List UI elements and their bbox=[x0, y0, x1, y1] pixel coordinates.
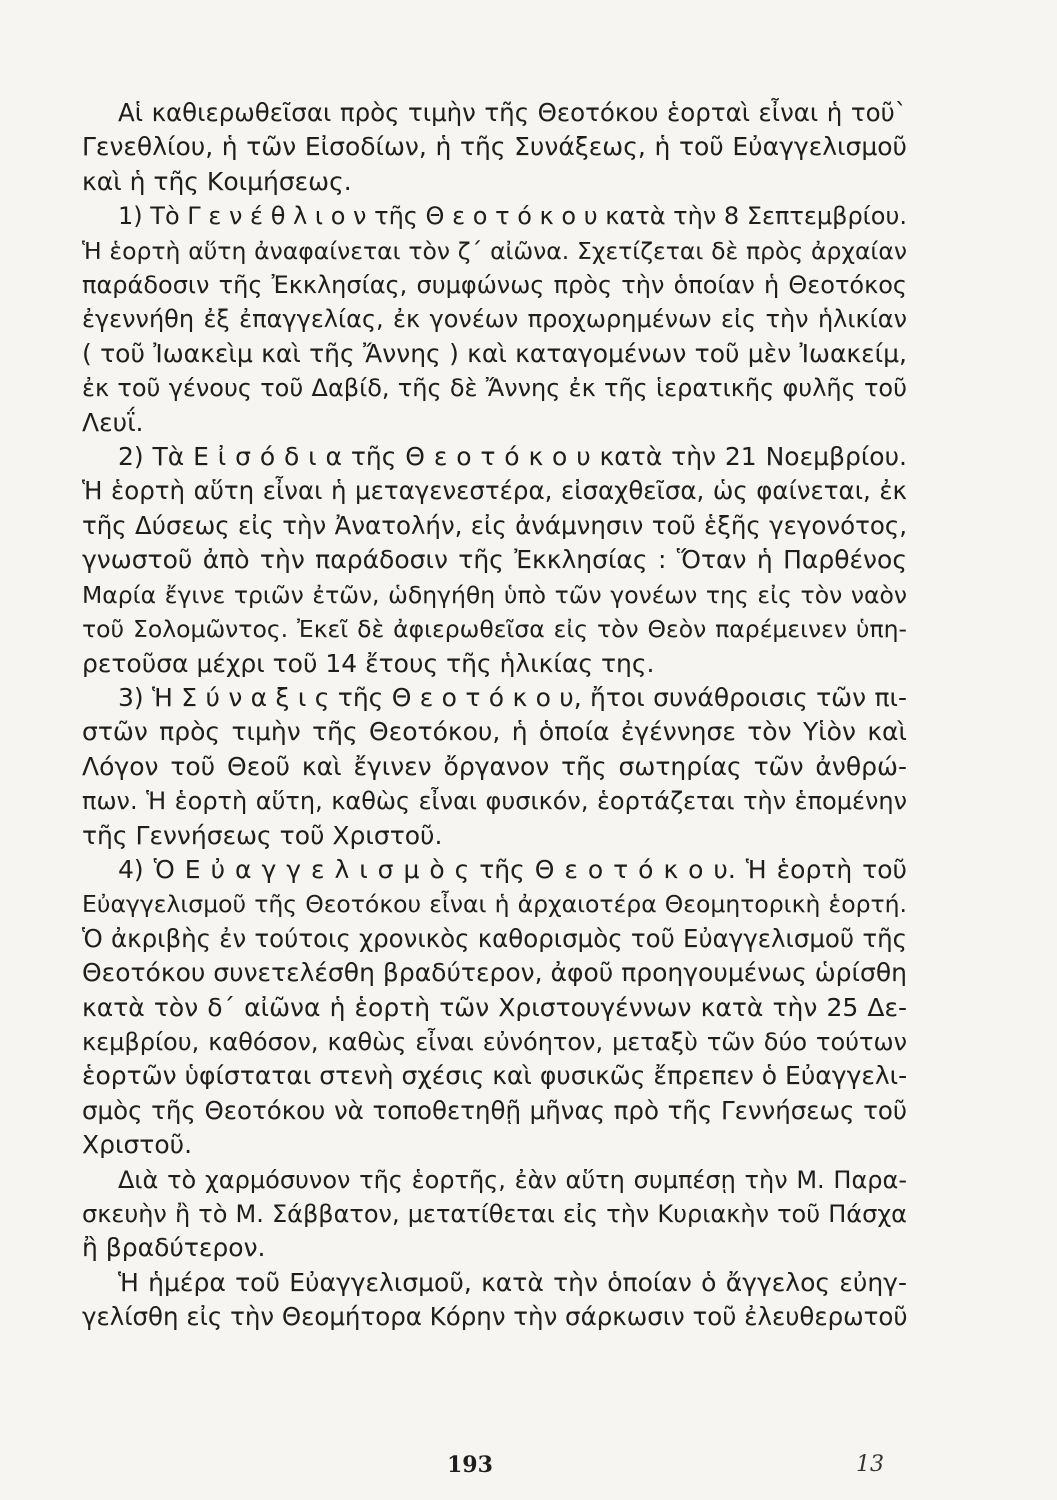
text-line: Μαρία ἔγινε τριῶν ἐτῶν, ὡδηγήθη ὑπὸ τῶν γονέων της εἰς τὸν ναὸν bbox=[82, 580, 907, 609]
text-line: σκευὴν ἢ τὸ Μ. Σάββατον, μετατίθεται εἰς τὴν Κυριακὴν τοῦ Πάσχα bbox=[82, 1200, 907, 1228]
text-line: Διὰ τὸ χαρμόσυνον τῆς ἑορτῆς, ἐὰν αὕτη συμπέσῃ τὴν Μ. Παρα- bbox=[118, 1165, 907, 1194]
text-line: καὶ ἡ τῆς Κοιμήσεως. bbox=[82, 166, 352, 196]
text-line: κατὰ τὸν δ΄ αἰῶνα ἡ ἑορτὴ τῶν Χριστουγέννων κατὰ τὴν 25 Δε- bbox=[82, 992, 907, 1022]
text-line: Θεοτόκου συνετελέσθη βραδύτερον, ἀφοῦ προηγουμένως ὡρίσθη bbox=[82, 958, 907, 988]
text-line: Χριστοῦ. bbox=[82, 1130, 193, 1160]
text-line: Ἡ ἑορτὴ αὕτη ἀναφαίνεται τὸν ζ΄ αἰῶνα. Σχετίζεται δὲ πρὸς ἀρχαίαν bbox=[82, 236, 907, 265]
text-line: Γενεθλίου, ἡ τῶν Εἰσοδίων, ἡ τῆς Συνάξεως, ἡ τοῦ Εὐαγγελισμοῦ bbox=[82, 132, 907, 162]
paragraph-evangelismos bbox=[82, 853, 907, 1163]
text-line: ἢ βραδύτερον. bbox=[82, 1233, 266, 1263]
text-line: ( τοῦ Ἰωακεὶμ καὶ τῆς Ἄννης ) καὶ καταγομένων τοῦ μὲν Ἰωακείμ, bbox=[82, 338, 907, 368]
text-line: Αἱ καθιερωθεῖσαι πρὸς τιμὴν τῆς Θεοτόκου ἑορταὶ εἶναι ἡ τοῦ` bbox=[118, 98, 907, 127]
text-line: τῆς Δύσεως εἰς τὴν Ἀνατολήν, εἰς ἀνάμνησιν τοῦ ἑξῆς γεγονότος, bbox=[82, 510, 907, 540]
text-line: κεμβρίου, καθόσον, καθὼς εἶναι εὐνόητον, μεταξὺ τῶν δύο τούτων bbox=[82, 1027, 907, 1056]
text-line: ἑορτῶν ὑφίσταται στενὴ σχέσις καὶ φυσικῶς ἔπρεπεν ὁ Εὐαγγελι- bbox=[82, 1061, 908, 1091]
text-line: 2) Τὰ Ε ἰ σ ό δ ι α τῆς Θ ε ο τ ό κ ο υ κατὰ τὴν 21 Νοεμβρίου. bbox=[118, 442, 907, 472]
text-line: 4) Ὁ Ε ὐ α γ γ ε λ ι σ μ ὸ ς τῆς Θ ε ο τ ό κ ο υ. Ἡ ἑορτὴ τοῦ bbox=[118, 854, 907, 884]
body-text bbox=[82, 96, 907, 1335]
paragraph-genethlion bbox=[82, 199, 907, 440]
text-line: Ἡ ἑορτὴ αὕτη εἶναι ἡ μεταγενεστέρα, εἰσαχθεῖσα, ὡς φαίνεται, ἐκ bbox=[82, 476, 907, 506]
text-line: Ἡ ἡμέρα τοῦ Εὐαγγελισμοῦ, κατὰ τὴν ὁποίαν ὁ ἄγγελος εὐηγ- bbox=[118, 1267, 907, 1297]
text-line: Ὁ ἀκριβὴς ἐν τούτοις χρονικὸς καθορισμὸς τοῦ Εὐαγγελισμοῦ τῆς bbox=[82, 923, 907, 953]
paragraph-synaxis bbox=[82, 681, 907, 853]
text-line: ἐγεννήθη ἐξ ἐπαγγελίας, ἐκ γονέων προχωρημένων εἰς τὴν ἡλικίαν bbox=[82, 305, 907, 334]
page-number: 193 bbox=[447, 1452, 493, 1478]
paragraph-intro bbox=[82, 96, 907, 199]
text-line: 1) Τὸ Γ ε ν έ θ λ ι ο ν τῆς Θ ε ο τ ό κ ο υ κατὰ τὴν 8 Σεπτεμβρίου. bbox=[118, 202, 907, 231]
text-line: Λευΐ. bbox=[82, 407, 144, 437]
text-line: τοῦ Σολομῶντος. Ἐκεῖ δὲ ἀφιερωθεῖσα εἰς τὸν Θεὸν παρέμεινεν ὑπη- bbox=[82, 615, 907, 644]
paragraph-eisodia bbox=[82, 440, 907, 681]
signature-mark: 13 bbox=[856, 1452, 884, 1477]
text-line: γνωστοῦ ἀπὸ τὴν παράδοσιν τῆς Ἐκκλησίας : Ὅταν ἡ Παρθένος bbox=[82, 545, 907, 575]
text-line: Εὐαγγελισμοῦ τῆς Θεοτόκου εἶναι ἡ ἀρχαιοτέρα Θεομητορικὴ ἑορτή. bbox=[82, 890, 907, 919]
text-line: 3) Ἡ Σ ύ ν α ξ ι ς τῆς Θ ε ο τ ό κ ο υ, ἤτοι συνάθροισις τῶν πι- bbox=[118, 682, 907, 712]
paragraph-hemera bbox=[82, 1266, 907, 1335]
paragraph-charmosynon bbox=[82, 1163, 907, 1266]
text-line: γελίσθη εἰς τὴν Θεομήτορα Κόρην τὴν σάρκωσιν τοῦ ἐλευθερωτοῦ bbox=[82, 1302, 908, 1332]
text-line: στῶν πρὸς τιμὴν τῆς Θεοτόκου, ἡ ὁποία ἐγέννησε τὸν Υἱὸν καὶ bbox=[82, 717, 907, 747]
text-line: σμὸς τῆς Θεοτόκου νὰ τοποθετηθῇ μῆνας πρὸ τῆς Γεννήσεως τοῦ bbox=[82, 1095, 907, 1125]
text-line: πων. Ἡ ἑορτὴ αὕτη, καθὼς εἶναι φυσικόν, ἑορτάζεται τὴν ἑπομένην bbox=[82, 787, 907, 816]
text-line: ἐκ τοῦ γένους τοῦ Δαβίδ, τῆς δὲ Ἄννης ἐκ τῆς ἱερατικῆς φυλῆς τοῦ bbox=[82, 374, 907, 403]
text-line: ρετοῦσα μέχρι τοῦ 14 ἔτους τῆς ἡλικίας της. bbox=[82, 648, 655, 678]
text-line: Λόγον τοῦ Θεοῦ καὶ ἔγινεν ὄργανον τῆς σωτηρίας τῶν ἀνθρώ- bbox=[82, 751, 907, 781]
text-line: τῆς Γεννήσεως τοῦ Χριστοῦ. bbox=[82, 820, 443, 850]
text-line: παράδοσιν τῆς Ἐκκλησίας, συμφώνως πρὸς τὴν ὁποίαν ἡ Θεοτόκος bbox=[82, 271, 907, 300]
